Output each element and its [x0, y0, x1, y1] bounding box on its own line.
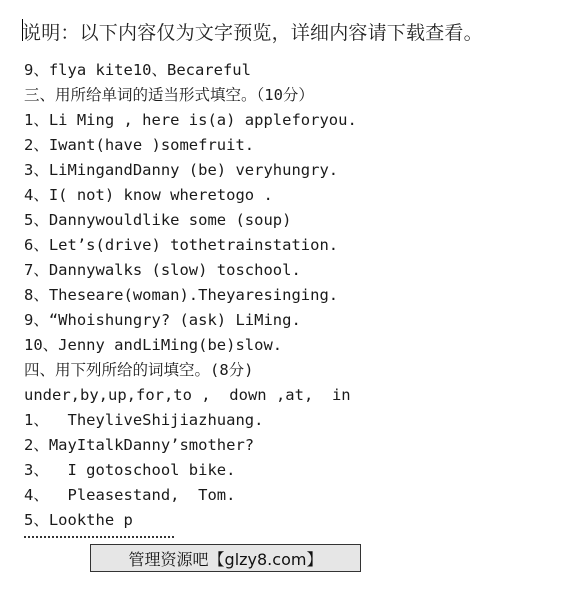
doc-line: 4、 Pleasestand, Tom.: [24, 486, 236, 504]
doc-line: 5、Lookthe p: [24, 511, 133, 529]
doc-line: 3、LiMingandDanny (be) veryhungry.: [24, 161, 339, 179]
doc-line: 8、Theseare(woman).Theyaresinging.: [24, 286, 339, 304]
doc-line: 3、 I gotoschool bike.: [24, 461, 236, 479]
doc-line: 9、flya kite10、Becareful: [24, 61, 251, 79]
preview-notice: 说明：以下内容仅为文字预览，详细内容请下载查看。: [22, 22, 483, 44]
doc-line: 4、I( not) know wheretogo .: [24, 186, 273, 204]
doc-line: 6、Let’s(drive) tothetrainstation.: [24, 236, 339, 254]
doc-line: 1、Li Ming , here is(a) appleforyou.: [24, 111, 357, 129]
doc-line: 7、Dannywalks (slow) toschool.: [24, 261, 301, 279]
doc-line: 5、Dannywouldlike some (soup): [24, 211, 292, 229]
section-heading: 三、用所给单词的适当形式填空。（10分）: [24, 86, 314, 104]
doc-line: 2、Iwant(have )somefruit.: [24, 136, 255, 154]
doc-line: 2、MayItalkDanny’smother?: [24, 436, 255, 454]
section-heading: 四、用下列所给的词填空。(8分): [24, 361, 254, 379]
document-body: [24, 58, 564, 533]
doc-line: 1、 TheyliveShijiazhuang.: [24, 411, 264, 429]
doc-line: 9、“Whoishungry? (ask) LiMing.: [24, 311, 301, 329]
footer-site-label: 管理资源吧【glzy8.com】: [90, 544, 361, 572]
doc-line: 10、Jenny andLiMing(be)slow.: [24, 336, 283, 354]
word-bank: under,by,up,for,to , down ,at, in: [24, 386, 351, 404]
truncation-dots: [24, 536, 174, 538]
